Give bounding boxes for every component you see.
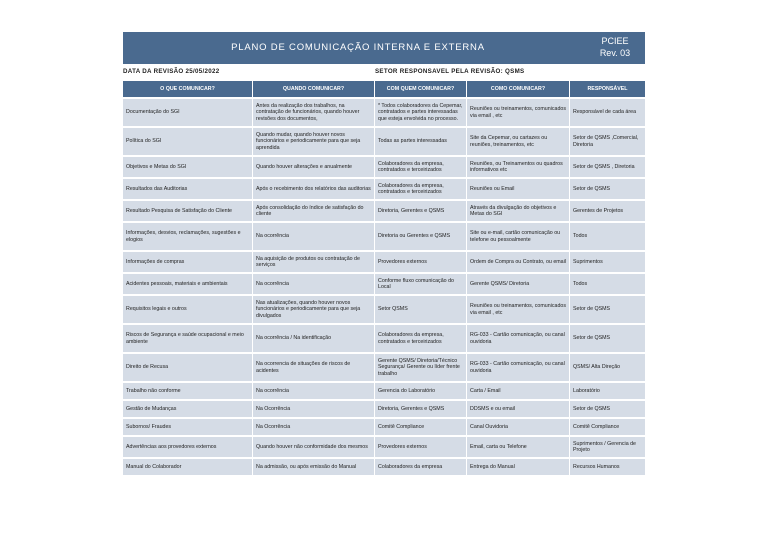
- table-row: [123, 325, 645, 352]
- cell-when: Na ocorrencia de situações de riscos de acidentes: [253, 354, 375, 381]
- cell-what: Direito de Recusa: [123, 354, 253, 381]
- cell-with-whom: Comitê Compliance: [375, 419, 467, 435]
- cell-when: Na ocorrência: [253, 274, 375, 294]
- document-revision: Rev. 03: [599, 48, 631, 58]
- cell-responsible: Setor de QSMS: [570, 401, 645, 417]
- cell-responsible: Comitê Compliance: [570, 419, 645, 435]
- cell-how: Através da divulgação do objetivos e Metas do SGI: [467, 201, 570, 221]
- column-header-when: QUANDO COMUNICAR?: [253, 81, 375, 97]
- cell-with-whom: Diretoria, Gerentes e QSMS: [375, 401, 467, 417]
- cell-what: Objetivos e Metas do SGI: [123, 157, 253, 177]
- cell-with-whom: Colaboradores da empresa, contratados e terceirizados: [375, 325, 467, 352]
- table-row: [123, 179, 645, 199]
- cell-how: RG-033 - Cartão comunicação, ou canal ouvidoria: [467, 354, 570, 381]
- table-row: [123, 274, 645, 294]
- document-code: PCIEE: [601, 36, 629, 46]
- cell-how: Site ou e-mail, cartão comunicação ou telefone ou pessoalmente: [467, 223, 570, 250]
- cell-what: Advertências aos provedores externos: [123, 437, 253, 457]
- cell-responsible: Todos: [570, 223, 645, 250]
- cell-what: Acidentes pessoais, materiais e ambientais: [123, 274, 253, 294]
- column-header-what: O QUE COMUNICAR?: [123, 81, 253, 97]
- cell-what: Resultado Pesquisa de Satisfação do Cliente: [123, 201, 253, 221]
- cell-with-whom: Provedores externos: [375, 437, 467, 457]
- table-row: [123, 201, 645, 221]
- table-row: [123, 99, 645, 126]
- cell-what: Riscos de Segurança e saúde ocupacional e meio ambiente: [123, 325, 253, 352]
- table-row: [123, 296, 645, 323]
- cell-when: Na aquisição de produtos ou contratação de serviços: [253, 252, 375, 272]
- cell-how: Entrega do Manual: [467, 459, 570, 475]
- cell-with-whom: Colaboradores da empresa, contratados e terceirizados: [375, 157, 467, 177]
- table-row: [123, 419, 645, 435]
- table-row: [123, 401, 645, 417]
- cell-with-whom: Diretoria, Gerentes e QSMS: [375, 201, 467, 221]
- cell-with-whom: Colaboradores da empresa: [375, 459, 467, 475]
- column-header-responsible: RESPONSÁVEL: [570, 81, 645, 97]
- cell-how: Email, carta ou Telefone: [467, 437, 570, 457]
- cell-what: Informações de compras: [123, 252, 253, 272]
- cell-how: RG-033 - Cartão comunicação, ou canal ouvidoria: [467, 325, 570, 352]
- table-row: [123, 128, 645, 155]
- document-code-block: [585, 35, 645, 59]
- responsible-sector: SETOR RESPONSAVEL PELA REVISÃO: QSMS: [375, 68, 525, 75]
- cell-when: Antes da realização dos trabalhos, na contratação de funcionários, quando houver revisões dos documentos,: [253, 99, 375, 126]
- cell-with-whom: Diretoria ou Gerentes e QSMS: [375, 223, 467, 250]
- cell-when: Quando mudar, quando houver novos funcionários e periodicamente para que seja aprendida: [253, 128, 375, 155]
- cell-how: Gerente QSMS/ Diretoria: [467, 274, 570, 294]
- cell-when: Na admissão, ou após emissão do Manual: [253, 459, 375, 475]
- cell-what: Requisitos legais e outros: [123, 296, 253, 323]
- cell-with-whom: Provedores externos: [375, 252, 467, 272]
- cell-when: Após consolidação do índice de satisfação do cliente: [253, 201, 375, 221]
- column-header-with-whom: COM QUEM COMUNICAR?: [375, 81, 467, 97]
- cell-responsible: Gerentes de Projetos: [570, 201, 645, 221]
- cell-with-whom: * Todos colaboradores da Cepemar, contratados e partes interessadas que esteja envolvida no processo.: [375, 99, 467, 126]
- cell-with-whom: Gerencia do Laboratório: [375, 383, 467, 399]
- cell-when: Após o recebimento dos relatórios das auditorias: [253, 179, 375, 199]
- table-row: [123, 354, 645, 381]
- cell-when: Quando houver alterações e anualmente: [253, 157, 375, 177]
- cell-when: Na Ocorrência: [253, 401, 375, 417]
- cell-responsible: Suprimentos / Gerencia de Projeto: [570, 437, 645, 457]
- communication-plan-table: [123, 79, 645, 477]
- cell-when: Nas atualizações, quando houver novos funcionários e periodicamente para que seja divulgados: [253, 296, 375, 323]
- document-title-bar: [123, 32, 645, 64]
- cell-responsible: Recursos Humanos: [570, 459, 645, 475]
- cell-how: Reuniões ou treinamentos, comunicados via email , etc: [467, 296, 570, 323]
- cell-with-whom: Gerente QSMS/ Diretoria/Técnico Segurança/ Gerente ou líder frente trabalho: [375, 354, 467, 381]
- cell-what: Trabalho não conforme: [123, 383, 253, 399]
- cell-what: Subornos/ Fraudes: [123, 419, 253, 435]
- table-row: [123, 383, 645, 399]
- cell-responsible: Setor de QSMS: [570, 296, 645, 323]
- cell-what: Informações, desvios, reclamações, sugestões e elogios: [123, 223, 253, 250]
- cell-when: Na ocorrência: [253, 383, 375, 399]
- cell-responsible: QSMS/ Alta Direção: [570, 354, 645, 381]
- cell-when: Quando houver não conformidade dos mesmos: [253, 437, 375, 457]
- table-row: [123, 437, 645, 457]
- cell-how: Reuniões ou treinamentos, comunicados via email , etc: [467, 99, 570, 126]
- cell-with-whom: Todas as partes interessadas: [375, 128, 467, 155]
- cell-how: DDSMS e ou email: [467, 401, 570, 417]
- cell-responsible: Setor de QSMS ,Comercial, Diretoria: [570, 128, 645, 155]
- cell-responsible: Suprimentos: [570, 252, 645, 272]
- cell-what: Documentação do SGI: [123, 99, 253, 126]
- cell-what: Gestão de Mudanças: [123, 401, 253, 417]
- cell-with-whom: Colaboradores da empresa, contratados e terceirizados: [375, 179, 467, 199]
- cell-how: Reuniões ou Email: [467, 179, 570, 199]
- cell-when: Na ocorrência / Na identificação: [253, 325, 375, 352]
- cell-responsible: Responsável de cada área: [570, 99, 645, 126]
- cell-what: Política do SGI: [123, 128, 253, 155]
- cell-what: Manual do Colaborador: [123, 459, 253, 475]
- table-row: [123, 157, 645, 177]
- cell-responsible: Setor de QSMS , Diretoria: [570, 157, 645, 177]
- cell-when: Na Ocorrência: [253, 419, 375, 435]
- cell-when: Na ocorrência: [253, 223, 375, 250]
- cell-how: Carta / Email: [467, 383, 570, 399]
- document-title: PLANO DE COMUNICAÇÃO INTERNA E EXTERNA: [231, 42, 485, 53]
- cell-how: Ordem de Compra ou Contrato, ou email: [467, 252, 570, 272]
- table-header-row: [123, 81, 645, 97]
- table-row: [123, 252, 645, 272]
- cell-how: Canal Ouvidoria: [467, 419, 570, 435]
- cell-with-whom: Setor QSMS: [375, 296, 467, 323]
- cell-responsible: Setor de QSMS: [570, 179, 645, 199]
- table-row: [123, 459, 645, 475]
- cell-responsible: Setor de QSMS: [570, 325, 645, 352]
- cell-how: Reuniões, ou Treinamentos ou quadros informativos etc: [467, 157, 570, 177]
- cell-how: Site da Cepemar, ou cartazes ou reuniões, treinamentos, etc: [467, 128, 570, 155]
- revision-date: DATA DA REVISÃO 25/05/2022: [123, 68, 220, 75]
- cell-responsible: Laboratório: [570, 383, 645, 399]
- table-row: [123, 223, 645, 250]
- cell-what: Resultados das Auditorias: [123, 179, 253, 199]
- cell-responsible: Todos: [570, 274, 645, 294]
- cell-with-whom: Conforme fluxo comunicação do Local: [375, 274, 467, 294]
- column-header-how: COMO COMUNICAR?: [467, 81, 570, 97]
